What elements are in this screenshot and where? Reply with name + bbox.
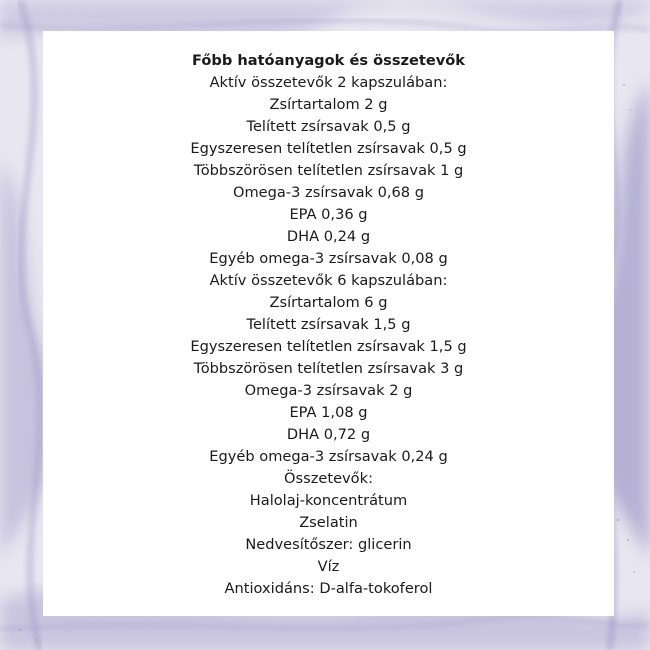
text-line: Telített zsírsavak 1,5 g [246,316,411,333]
text-line: Antioxidáns: D-alfa-tokoferol [224,580,433,597]
text-line: Egyszeresen telítetlen zsírsavak 0,5 g [190,140,467,157]
text-line: Omega-3 zsírsavak 0,68 g [232,184,424,201]
text-line: Zsírtartalom 6 g [269,294,388,311]
text-line: Aktív összetevők 2 kapszulában: [209,74,448,91]
text-line: Zselatin [299,514,358,531]
text-line: Telített zsírsavak 0,5 g [246,118,411,135]
ingredients-card [43,31,614,616]
text-line: Zsírtartalom 2 g [269,96,388,113]
text-line: EPA 0,36 g [289,206,368,223]
text-line: Halolaj-koncentrátum [249,492,408,509]
text-line: Egyéb omega-3 zsírsavak 0,08 g [209,250,448,267]
text-line: Többszörösen telítetlen zsírsavak 1 g [193,162,464,179]
text-line: EPA 1,08 g [289,404,368,421]
text-line: Aktív összetevők 6 kapszulában: [209,272,448,289]
text-line: Egyszeresen telítetlen zsírsavak 1,5 g [190,338,467,355]
text-line: Omega-3 zsírsavak 2 g [244,382,413,399]
text-line: Egyéb omega-3 zsírsavak 0,24 g [209,448,448,465]
text-line: Víz [317,558,340,575]
text-line: Nedvesítőszer: glicerin [245,536,412,553]
text-line: Többszörösen telítetlen zsírsavak 3 g [193,360,464,377]
text-line: Összetevők: [284,470,373,487]
text-line: DHA 0,72 g [286,426,371,443]
text-line: DHA 0,24 g [286,228,371,245]
document-title: Főbb hatóanyagok és összetevők [191,52,466,69]
